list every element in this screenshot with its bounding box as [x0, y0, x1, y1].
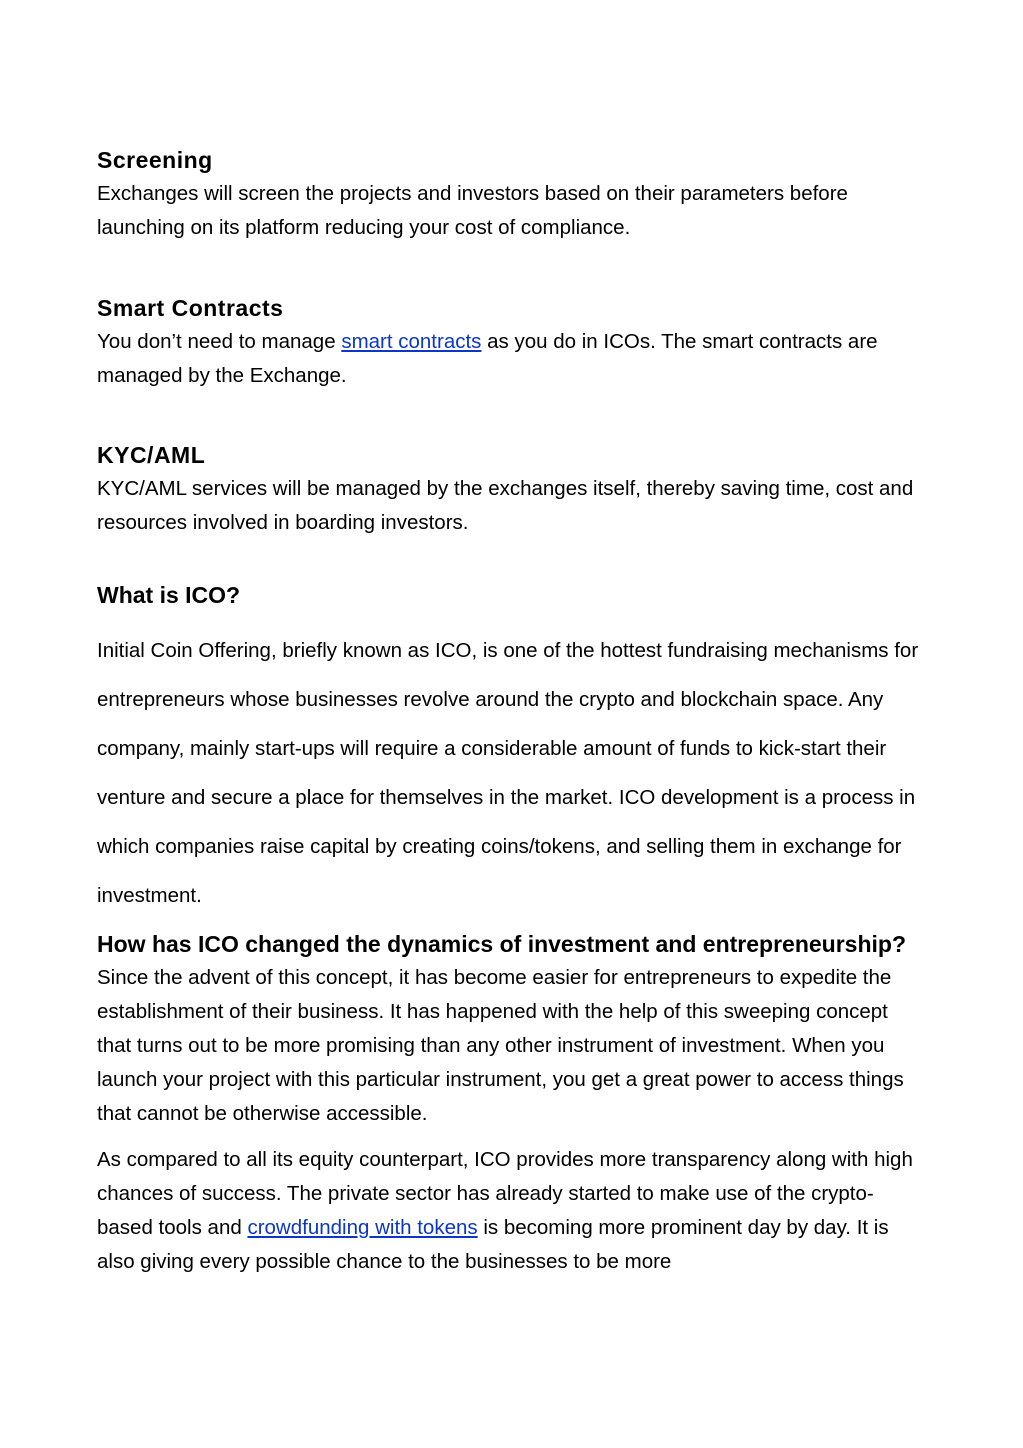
- para2-text-before-link: As compared to all its equity counterpart, ICO provides more transparency along with high chances of success. The private sector has already started to make use of the crypto-based tools and: [97, 1148, 913, 1239]
- body-text-after-link: as you do in ICOs. The smart contracts are managed by the Exchange.: [97, 330, 878, 387]
- section-kyc-aml: [97, 438, 927, 540]
- section-what-is-ico: [97, 578, 927, 920]
- section-screening: [97, 143, 927, 245]
- section-heading-kyc-aml: KYC/AML: [97, 442, 206, 468]
- section-body-what-is-ico: Initial Coin Offering, briefly known as ICO, is one of the hottest fundraising mechanisms for entrepreneurs whose businesses revolve around the crypto and blockchain space. Any company, mainly start-ups will require a considerable amount of funds to kick-start their venture and secure a place for themselves in the market. ICO development is a process in which companies raise capital by creating coins/tokens, and selling them in exchange for investment.: [97, 639, 919, 907]
- section-body-screening: Exchanges will screen the projects and investors based on their parameters before launching on its platform reducing your cost of compliance.: [97, 182, 848, 239]
- section-heading-what-is-ico: What is ICO?: [97, 582, 241, 608]
- section-smart-contracts: [97, 291, 927, 393]
- para2-text-after-link: is becoming more prominent day by day. It is also giving every possible chance to the businesses to be more: [97, 1216, 889, 1273]
- section-heading-smart-contracts: Smart Contracts: [97, 295, 284, 321]
- section-body-dynamics-para2: [97, 1143, 927, 1279]
- section-heading-screening: Screening: [97, 147, 213, 173]
- smart-contracts-link[interactable]: smart contracts: [341, 330, 482, 353]
- section-body-kyc-aml: KYC/AML services will be managed by the exchanges itself, thereby saving time, cost and resources involved in boarding investors.: [97, 477, 914, 534]
- section-body-dynamics-para1: Since the advent of this concept, it has become easier for entrepreneurs to expedite the establishment of their business. It has happened with the help of this sweeping concept that turns out to be more promising than any other instrument of investment. When you launch your project with this particular instrument, you get a great power to access things that cannot be otherwise accessible.: [97, 966, 904, 1125]
- section-dynamics: [97, 927, 927, 1279]
- section-body-smart-contracts: [97, 325, 927, 393]
- body-text-before-link: You don’t need to manage: [97, 330, 342, 353]
- section-heading-dynamics: How has ICO changed the dynamics of investment and entrepreneurship?: [97, 931, 906, 957]
- crowdfunding-with-tokens-link[interactable]: crowdfunding with tokens: [247, 1216, 478, 1239]
